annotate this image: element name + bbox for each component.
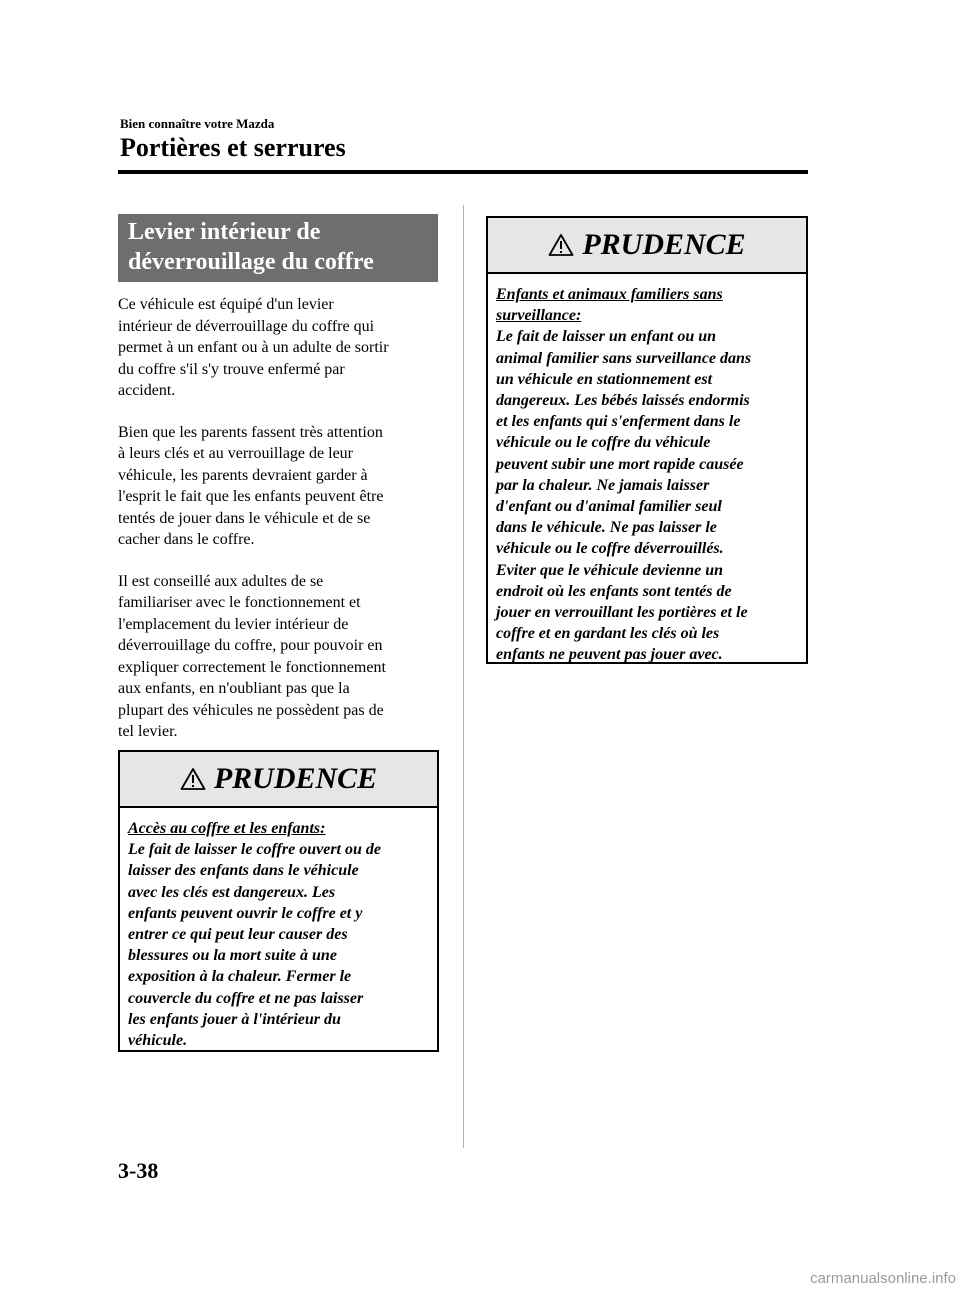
page-title: Portières et serrures [120,133,346,162]
column-divider [463,205,464,1148]
section-body [118,294,446,763]
chapter-label: Bien connaître votre Mazda [120,116,275,131]
caution-body [488,274,806,666]
warning-triangle-icon [548,233,574,257]
section-title-line2: déverrouillage du coffre [128,249,374,275]
caution-header [120,752,437,808]
section-title-line1: Levier intérieur de [128,219,321,245]
page-number: 3-38 [118,1158,159,1183]
caution-box-children-pets [486,216,808,664]
caution-box-trunk [118,750,439,1052]
body-paragraph: Bien que les parents fassent très attention à leurs clés et au verrouillage de leur véhicule, les parents devraient garder à l'esprit le fait que les enfants peuvent être tentés de jouer dans le véhicule et de se cacher dans le coffre. [118,423,384,548]
caution-heading: PRUDENCE [213,762,378,795]
warning-triangle-icon [180,767,206,791]
caution-heading: PRUDENCE [582,228,746,261]
caution-subhead: Enfants et animaux familiers sans surveillance: [496,286,723,325]
body-paragraph: Ce véhicule est équipé d'un levier intérieur de déverrouillage du coffre qui permet à un enfant ou à un adulte de sortir du coffre s'il s'y trouve enfermé par accident. [118,296,389,399]
caution-text: Le fait de laisser un enfant ou un animal familier sans surveillance dans un véhicule en stationnement est dangereux. Les bébés laissés endormis et les enfants qui s'enferment dans le véhicule ou le coffre du véhicule peuvent subir une mort rapide causée par la chaleur. Ne jamais laisser d'enfant ou d'animal familier seul dans le véhicule. Ne pas laisser le véhicule ou le coffre déverrouillés. Eviter que le véhicule devienne un endroit où les enfants sont tentés de jouer en verrouillant les portières et le coffre et en gardant les clés où les enfants ne peuvent pas jouer avec. [496,328,752,664]
caution-subhead: Accès au coffre et les enfants: [128,820,326,837]
header-rule [118,170,808,174]
body-paragraph: Il est conseillé aux adultes de se familiariser avec le fonctionnement et l'emplacement du levier intérieur de déverrouillage du coffre, pour pouvoir en expliquer correctement le fonctionnement aux enfants, en n'oubliant pas que la plupart des véhicules ne possèdent pas de tel levier. [118,572,386,740]
section-banner [118,214,438,282]
watermark: carmanualsonline.info [810,1270,956,1287]
caution-text: Le fait de laisser le coffre ouvert ou de laisser des enfants dans le véhicule avec les clés est dangereux. Les enfants peuvent ouvrir le coffre et y entrer ce qui peut leur causer des blessures ou la mort suite à une exposition à la chaleur. Fermer le couvercle du coffre et ne pas laisser les enfants jouer à l'intérieur du véhicule. [128,841,381,1050]
caution-body [120,808,437,1051]
caution-header [488,218,806,274]
